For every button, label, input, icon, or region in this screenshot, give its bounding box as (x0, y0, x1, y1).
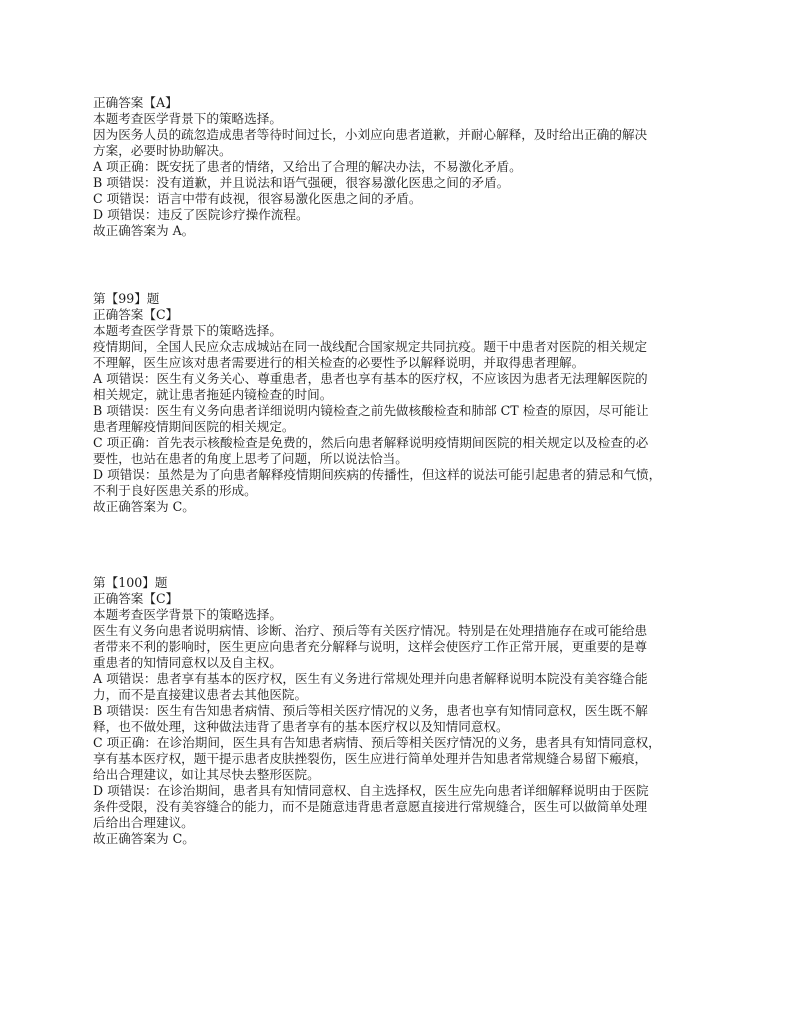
analysis-line: 医生有义务向患者说明病情、诊断、治疗、预后等有关医疗情况。特别是在处理措施存在或可能给患 (93, 623, 648, 638)
question-heading: 第【100】题 (93, 575, 168, 590)
option-line: 不利于良好医患关系的形成。 (93, 483, 257, 498)
answer-line: 正确答案【C】 (93, 591, 179, 606)
option-d (93, 467, 723, 499)
option-line: 释，也不做处理，这种做法违背了患者享有的基本医疗权以及知情同意权。 (93, 719, 509, 734)
option-a (93, 371, 723, 403)
analysis-line: 不理解，医生应该对患者需要进行的相关检查的必要性予以解释说明，并取得患者理解。 (93, 355, 585, 370)
option-line: 条件受限，没有美容缝合的能力，而不是随意违背患者意愿直接进行常规缝合，医生可以做简单处理 (93, 799, 648, 814)
option-line: D 项错误：在诊治期间，患者具有知情同意权、自主选择权，医生应先向患者详细解释说明由于医院 (93, 783, 649, 798)
option-line: D 项错误：虽然是为了向患者解释疫情期间疾病的传播性，但这样的说法可能引起患者的猜忌和气愤， (93, 467, 662, 482)
option-line: B 项错误：医生有义务向患者详细说明内镜检查之前先做核酸检查和肺部 CT 检查的原因，尽可能让 (93, 403, 649, 418)
topic-line: 本题考查医学背景下的策略选择。 (93, 111, 282, 126)
answer-line: 正确答案【C】 (93, 307, 179, 322)
option-a (93, 671, 723, 703)
option-c (93, 435, 723, 467)
option-line: 后给出合理建议。 (93, 815, 194, 830)
option-line: C 项正确：首先表示核酸检查是免费的，然后向患者解释说明疫情期间医院的相关规定以及检查的必 (93, 435, 649, 450)
option-line: 要性，也站在患者的角度上思考了问题，所以说法恰当。 (93, 451, 408, 466)
topic-line: 本题考查医学背景下的策略选择。 (93, 323, 282, 338)
option-d: D 项错误：违反了医院诊疗操作流程。 (93, 207, 309, 222)
conclusion-line: 故正确答案为 A。 (93, 223, 195, 238)
analysis-paragraph (93, 127, 723, 159)
topic-line: 本题考查医学背景下的策略选择。 (93, 607, 282, 622)
option-line: A 项错误：患者享有基本的医疗权，医生有义务进行常规处理并向患者解释说明本院没有美容缝合能 (93, 671, 648, 686)
option-c: C 项错误：语言中带有歧视，很容易激化医患之间的矛盾。 (93, 191, 422, 206)
option-c (93, 735, 723, 783)
option-line: A 项错误：医生有义务关心、尊重患者，患者也享有基本的医疗权，不应该因为患者无法理解医院的 (93, 371, 648, 386)
option-line: 给出合理建议，如让其尽快去整形医院。 (93, 767, 320, 782)
option-line: 力，而不是直接建议患者去其他医院。 (93, 687, 308, 702)
question-block-98 (93, 95, 723, 239)
analysis-line: 重患者的知情同意权以及自主权。 (93, 655, 282, 670)
question-heading: 第【99】题 (93, 291, 160, 306)
analysis-line: 因为医务人员的疏忽造成患者等待时间过长，小刘应向患者道歉，并耐心解释，及时给出正确的解决 (93, 127, 648, 142)
option-line: C 项正确：在诊治期间，医生具有告知患者病情、预后等相关医疗情况的义务，患者具有知情同意权， (93, 735, 661, 750)
conclusion-line: 故正确答案为 C。 (93, 831, 195, 846)
option-line: 享有基本医疗权，题干提示患者皮肤挫裂伤，医生应进行简单处理并告知患者常规缝合易留下瘢痕， (93, 751, 648, 766)
question-block-100 (93, 575, 723, 847)
analysis-paragraph (93, 339, 723, 371)
answer-line: 正确答案【A】 (93, 95, 178, 110)
option-d (93, 783, 723, 831)
analysis-line: 者带来不利的影响时，医生更应向患者充分解释与说明，这样会使医疗工作正常开展，更重要的是尊 (93, 639, 648, 654)
option-b (93, 403, 723, 435)
conclusion-line: 故正确答案为 C。 (93, 499, 195, 514)
analysis-line: 方案，必要时协助解决。 (93, 143, 232, 158)
option-b (93, 703, 723, 735)
option-a: A 项正确：既安抚了患者的情绪，又给出了合理的解决办法，不易激化矛盾。 (93, 159, 522, 174)
option-b: B 项错误：没有道歉，并且说法和语气强硬，很容易激化医患之间的矛盾。 (93, 175, 510, 190)
option-line: B 项错误：医生有告知患者病情、预后等相关医疗情况的义务，患者也享有知情同意权，医生既不解 (93, 703, 648, 718)
analysis-line: 疫情期间，全国人民应众志成城站在同一战线配合国家规定共同抗疫。题干中患者对医院的相关规定 (93, 339, 648, 354)
option-line: 患者理解疫情期间医院的相关规定。 (93, 419, 295, 434)
question-block-99 (93, 291, 723, 515)
analysis-paragraph (93, 623, 723, 671)
option-line: 相关规定，就让患者拖延内镜检查的时间。 (93, 387, 333, 402)
